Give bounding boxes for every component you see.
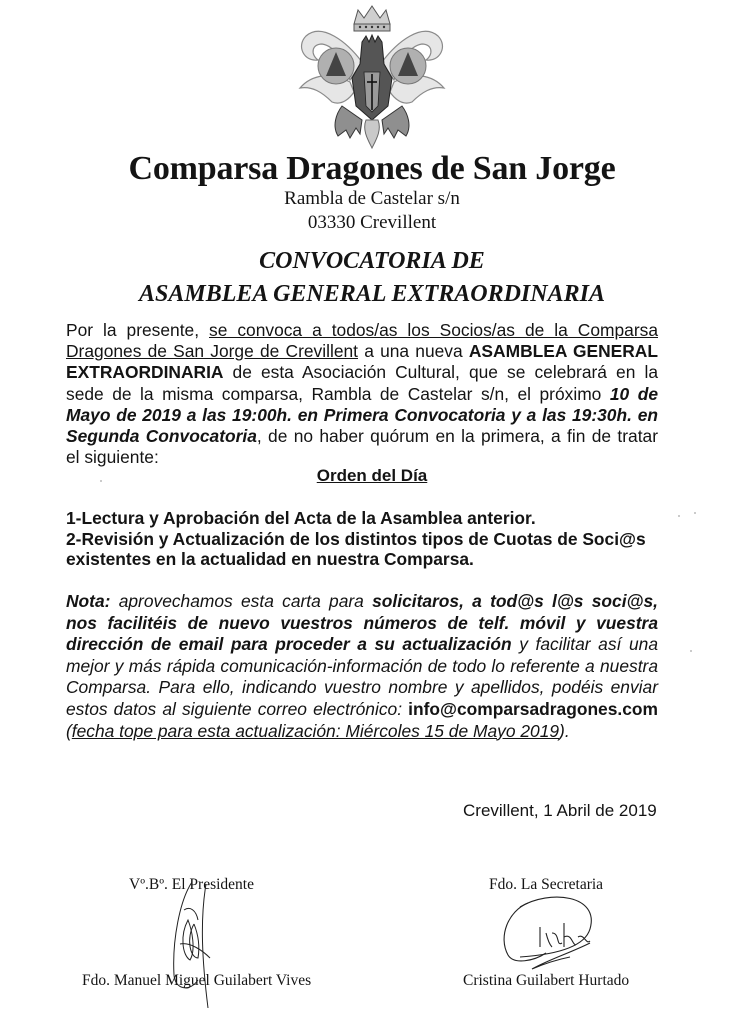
intro-date-time: 10 de Mayo de 2019 a las 19:00h. en Primera Convocatoria y a las 19:30h. en Segunda Convocatoria	[66, 383, 658, 447]
dragon-crest-icon	[292, 2, 452, 150]
president-name: Fdo. Manuel Miguel Guilabert Vives	[82, 972, 312, 989]
agenda-list	[66, 508, 666, 570]
scan-speck	[690, 650, 692, 652]
intro-convocation-underlined: se convoca a todos/as los Socios/as de la Comparsa Dragones de San Jorge de Crevillent	[66, 320, 658, 362]
agenda-item: 1-Lectura y Aprobación del Acta de la Asamblea anterior.	[66, 508, 536, 528]
intro-text-7: , de no haber quórum en la primera, a fin de tratar el siguiente:	[66, 426, 658, 468]
secretary-label: Fdo. La Secretaria	[489, 876, 604, 893]
note-text-5: ).	[559, 720, 570, 741]
note-text-3: y facilitar así una mejor y más rápida comunicación-información de todo lo referente a nuestra Comparsa. Para ello, indicando vuestro nombre y apellidos, podéis enviar estos datos al siguiente correo electrónico:	[66, 634, 658, 719]
note-label: Nota:	[66, 591, 111, 611]
contact-email: info@comparsadragones.com	[408, 698, 658, 719]
president-signature-icon	[150, 880, 230, 1010]
secretary-name: Cristina Guilabert Hurtado	[463, 972, 630, 989]
agenda-title: Orden del Día	[316, 466, 428, 485]
intro-paragraph	[66, 320, 658, 468]
note-text-4: (	[66, 720, 72, 741]
organization-name: Comparsa Dragones de San Jorge	[128, 150, 616, 187]
intro-text-1: Por la presente,	[66, 320, 209, 340]
agenda-item: 2-Revisión y Actualización de los distintos tipos de Cuotas de Soci@s existentes en la actualidad en nuestra Comparsa.	[66, 528, 646, 569]
heading-line-1: CONVOCATORIA DE	[259, 248, 485, 274]
scan-speck	[694, 512, 696, 514]
intro-text-5: de esta Asociación Cultural, que se celebrará en la sede de la misma comparsa, Rambla de Castelar s/n, el próximo	[66, 362, 658, 404]
note-request-bold: solicitaros, a tod@s l@s soci@s, nos facilitéis de nuevo vuestros números de telf. móvil y vuestra dirección de email para proceder a su actualización	[66, 591, 658, 655]
date-line: Crevillent, 1 Abril de 2019	[463, 801, 657, 820]
note-deadline: fecha tope para esta actualización: Miércoles 15 de Mayo 2019	[71, 720, 560, 741]
scan-speck	[100, 480, 102, 482]
address-line-2: 03330 Crevillent	[307, 212, 437, 233]
intro-assembly-bold: ASAMBLEA GENERAL EXTRAORDINARIA	[66, 341, 658, 383]
note-text-1: aprovechamos esta carta para	[110, 591, 373, 611]
president-label: Vº.Bº. El Presidente	[129, 876, 254, 893]
secretary-signature-icon	[490, 893, 610, 973]
scan-speck	[678, 515, 680, 517]
address-line-1: Rambla de Castelar s/n	[284, 188, 460, 209]
note-paragraph	[66, 591, 658, 742]
intro-text-3: a una nueva	[358, 341, 469, 362]
heading-line-2: ASAMBLEA GENERAL EXTRAORDINARIA	[139, 281, 605, 307]
